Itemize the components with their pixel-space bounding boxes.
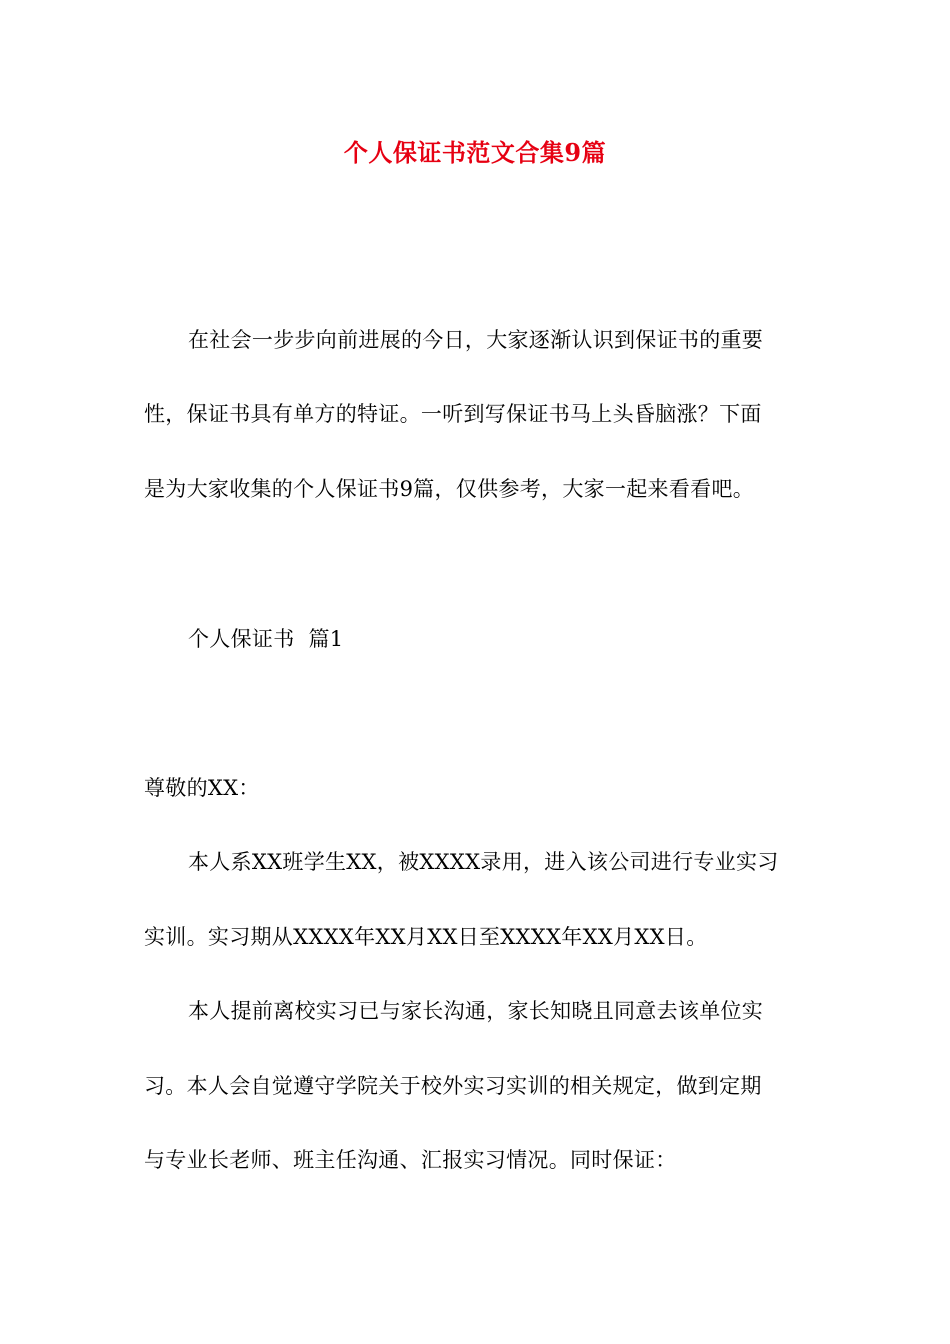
paragraph-1-line-2: 实训。实习期从XXXX年XX月XX日至XXXX年XX月XX日。 xyxy=(144,925,708,949)
salutation: 尊敬的XX： xyxy=(144,776,260,800)
paragraph-2-line-2: 习。本人会自觉遵守学院关于校外实习实训的相关规定，做到定期 xyxy=(144,1074,762,1098)
paragraph-2-line-3: 与专业长老师、班主任沟通、汇报实习情况。同时保证： xyxy=(144,1148,677,1172)
intro-line-3: 是为大家收集的个人保证书9篇，仅供参考，大家一起来看看吧。 xyxy=(144,477,755,501)
intro-line-1: 在社会一步步向前进展的今日，大家逐渐认识到保证书的重要 xyxy=(188,328,764,352)
document-title: 个人保证书范文合集9篇 xyxy=(343,138,607,167)
intro-line-2: 性，保证书具有单方的特证。一听到写保证书马上头昏脑涨？下面 xyxy=(144,402,762,426)
paragraph-1-line-1: 本人系XX班学生XX，被XXXX录用，进入该公司进行专业实习 xyxy=(188,850,779,874)
section-heading: 个人保证书 篇1 xyxy=(188,627,344,651)
paragraph-2-line-1: 本人提前离校实习已与家长沟通，家长知晓且同意去该单位实 xyxy=(188,999,764,1023)
